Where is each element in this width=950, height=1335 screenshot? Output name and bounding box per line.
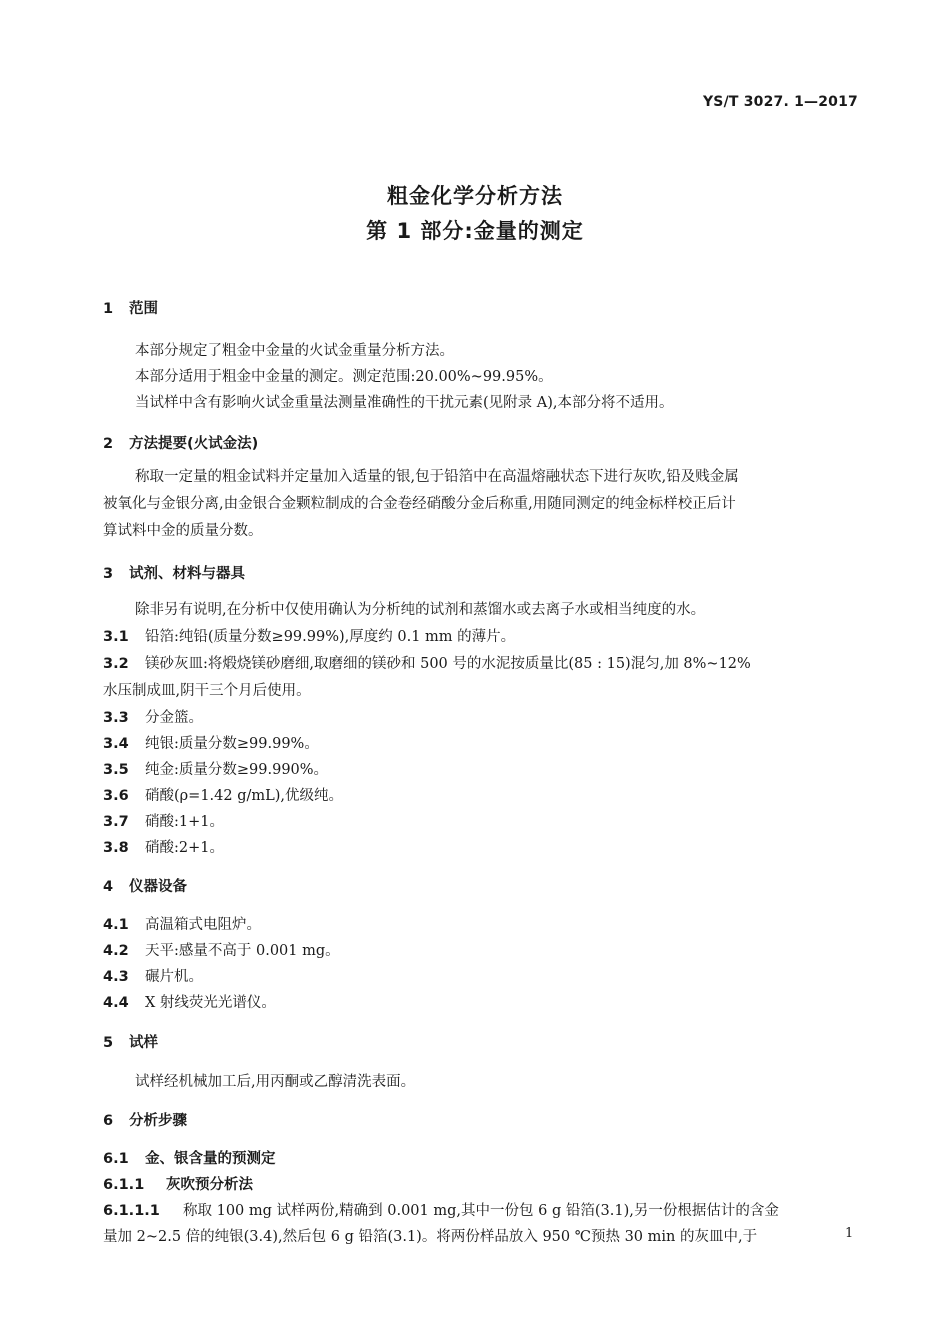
section-title: 分析步骤 bbox=[129, 1113, 187, 1129]
clause bbox=[103, 1199, 779, 1220]
clause-continuation: 量加 2~2.5 倍的纯银(3.4),然后包 6 g 铅箔(3.1)。将两份样品放入 950 ℃预热 30 min 的灰皿中,于 bbox=[103, 1229, 758, 1245]
paragraph: 试样经机械加工后,用丙酮或乙醇清洗表面。 bbox=[135, 1074, 416, 1090]
item-number: 3.2 bbox=[103, 656, 129, 672]
document-subtitle: 第 1 部分:金量的测定 bbox=[366, 219, 584, 243]
item-text: 天平:感量不高于 0.001 mg。 bbox=[145, 943, 340, 959]
section-1-heading bbox=[103, 297, 158, 318]
item-text: 纯银:质量分数≥99.99%。 bbox=[145, 736, 319, 752]
paragraph: 本部分适用于粗金中金量的测定。测定范围:20.00%~99.95%。 bbox=[135, 369, 553, 385]
section-title: 试样 bbox=[129, 1035, 158, 1051]
item-text: 硝酸(ρ=1.42 g/mL),优级纯。 bbox=[145, 788, 344, 804]
item-continuation: 水压制成皿,阴干三个月后使用。 bbox=[103, 683, 311, 699]
section-title: 范围 bbox=[129, 301, 158, 317]
list-item bbox=[103, 706, 203, 727]
subsection-heading bbox=[103, 1147, 276, 1168]
item-text: 高温箱式电阻炉。 bbox=[145, 917, 261, 933]
item-number: 3.7 bbox=[103, 814, 129, 830]
subsection-title: 金、银含量的预测定 bbox=[145, 1151, 276, 1167]
paragraph: 当试样中含有影响火试金重量法测量准确性的干扰元素(见附录 A),本部分将不适用。 bbox=[135, 395, 674, 411]
list-item bbox=[103, 625, 515, 646]
item-text: 纯金:质量分数≥99.990%。 bbox=[145, 762, 329, 778]
item-number: 3.5 bbox=[103, 762, 129, 778]
paragraph: 除非另有说明,在分析中仅使用确认为分析纯的试剂和蒸馏水或去离子水或相当纯度的水。 bbox=[135, 602, 706, 618]
list-item bbox=[103, 939, 340, 960]
list-item bbox=[103, 836, 224, 857]
list-item bbox=[103, 758, 328, 779]
section-number: 3 bbox=[103, 566, 114, 582]
item-text: 硝酸:1+1。 bbox=[145, 814, 224, 830]
list-item bbox=[103, 732, 319, 753]
item-text: 铅箔:纯铅(质量分数≥99.99%),厚度约 0.1 mm 的薄片。 bbox=[145, 629, 516, 645]
paragraph-continuation: 被氧化与金银分离,由金银合金颗粒制成的合金卷经硝酸分金后称重,用随同测定的纯金标样校正后计 bbox=[103, 496, 736, 512]
item-number: 3.8 bbox=[103, 840, 129, 856]
document-title: 粗金化学分析方法 bbox=[387, 184, 563, 208]
section-4-heading bbox=[103, 875, 187, 896]
item-number: 4.2 bbox=[103, 943, 129, 959]
section-title: 仪器设备 bbox=[129, 879, 187, 895]
list-item bbox=[103, 652, 751, 673]
item-text: X 射线荧光光谱仪。 bbox=[145, 995, 276, 1011]
item-number: 6.1 bbox=[103, 1151, 129, 1167]
standard-number: YS/T 3027. 1—2017 bbox=[702, 94, 858, 110]
section-number: 5 bbox=[103, 1035, 114, 1051]
section-title: 方法提要(火试金法) bbox=[129, 436, 259, 452]
page-number: 1 bbox=[845, 1226, 854, 1241]
item-number: 4.1 bbox=[103, 917, 129, 933]
subsection-title: 灰吹预分析法 bbox=[166, 1177, 253, 1193]
item-number: 6.1.1.1 bbox=[103, 1203, 160, 1219]
section-title: 试剂、材料与器具 bbox=[129, 566, 245, 582]
paragraph: 称取一定量的粗金试料并定量加入适量的银,包于铅箔中在高温熔融状态下进行灰吹,铅及贱金属 bbox=[135, 469, 739, 485]
list-item bbox=[103, 913, 261, 934]
item-text: 镁砂灰皿:将煅烧镁砂磨细,取磨细的镁砂和 500 号的水泥按质量比(85 : 15)混匀,加 8%~12% bbox=[145, 656, 751, 672]
item-number: 4.3 bbox=[103, 969, 129, 985]
item-number: 3.1 bbox=[103, 629, 129, 645]
item-text: 称取 100 mg 试样两份,精确到 0.001 mg,其中一份包 6 g 铅箔(3.1),另一份根据估计的含金 bbox=[183, 1203, 779, 1219]
item-number: 4.4 bbox=[103, 995, 129, 1011]
subsection-heading bbox=[103, 1173, 253, 1194]
item-number: 3.4 bbox=[103, 736, 129, 752]
item-text: 碾片机。 bbox=[145, 969, 203, 985]
section-6-heading bbox=[103, 1109, 187, 1130]
section-3-heading bbox=[103, 562, 245, 583]
section-number: 1 bbox=[103, 301, 114, 317]
item-text: 硝酸:2+1。 bbox=[145, 840, 224, 856]
list-item bbox=[103, 991, 276, 1012]
item-number: 3.3 bbox=[103, 710, 129, 726]
section-number: 2 bbox=[103, 436, 114, 452]
list-item bbox=[103, 810, 224, 831]
section-number: 4 bbox=[103, 879, 114, 895]
paragraph: 本部分规定了粗金中金量的火试金重量分析方法。 bbox=[135, 343, 454, 359]
section-5-heading bbox=[103, 1031, 158, 1052]
paragraph-continuation: 算试料中金的质量分数。 bbox=[103, 523, 263, 539]
item-number: 6.1.1 bbox=[103, 1177, 145, 1193]
list-item bbox=[103, 965, 203, 986]
list-item bbox=[103, 784, 343, 805]
item-text: 分金篮。 bbox=[145, 710, 203, 726]
section-2-heading bbox=[103, 432, 258, 453]
section-number: 6 bbox=[103, 1113, 114, 1129]
item-number: 3.6 bbox=[103, 788, 129, 804]
